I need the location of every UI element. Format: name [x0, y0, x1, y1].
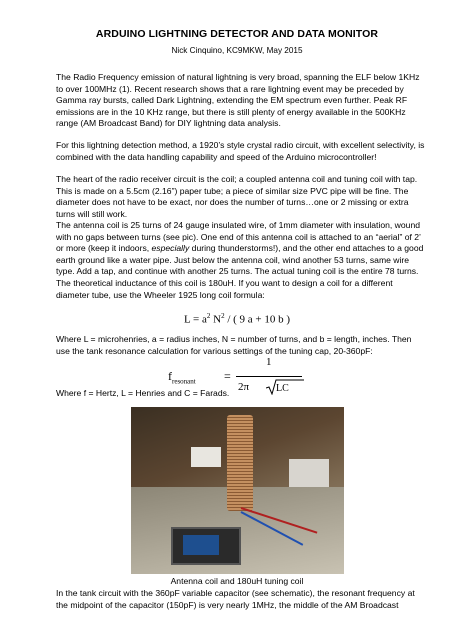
fraction-bar — [236, 376, 302, 377]
photo-arduino-board — [183, 535, 219, 555]
formula-mid: N — [210, 313, 222, 326]
formula-lhs: L = a — [183, 313, 207, 326]
formula-numerator: 1 — [266, 356, 272, 368]
formula-exp-a: 2 — [206, 312, 211, 320]
paragraph-coil: The heart of the radio receiver circuit is the coil; a coupled antenna coil and tuning coil with tap. This is made on a 5.5cm (2.16”) paper tube; a piece of similar size PVC pipe will be fine. The diameter does not have to be exact, nor does the number of turns…one or 2 missing or extra turns will still work. — [56, 174, 418, 219]
formula-rhs: / ( 9 a + 10 b ) — [224, 313, 291, 326]
emphasis-text: especially — [151, 243, 190, 254]
formula-f-subscript: resonant — [172, 377, 196, 386]
paragraph-antenna-coil-part1: The antenna coil is 25 turns of 24 gauge insulated wire, of 1mm diameter with insulation, wound with no gaps between turns (see pic). One end of this antenna coil is attached to an “aerial” of 2’ or more (keep it indoors, — [56, 220, 421, 254]
paragraph-tank-circuit: In the tank circuit with the 360pF variable capacitor (see schematic), the resonant frequency at the midpoint of the capacitor (150pF) is very nearly 1MHz, the middle of the AM Broadcast — [56, 588, 415, 610]
paragraph-units: Where f = Hertz, L = Henries and C = Farads. — [56, 388, 230, 398]
paragraph-detection-method: For this lightning detection method, a 1920’s style crystal radio circuit, with excellent selectivity, is combined with the data handling capability and speed of the Arduino microcontroller! — [56, 140, 425, 162]
formula-denominator: 2π — [238, 381, 250, 393]
photo-coil — [227, 415, 253, 511]
formula-exp-n: 2 — [221, 312, 225, 320]
formula-f-symbol — [168, 369, 196, 385]
paragraph-antenna-coil — [56, 220, 426, 301]
wheeler-formula — [0, 312, 474, 326]
paragraph-antenna-coil-part2: during thunderstorms!), and the other end attaches to a good earth ground like a water pipe. Just below the antenna coil, wind another 53 turns, same wire type. Add a tap, and continue with another 25 turns. The actual tuning coil is the entire 78 turns. The theoretical inductance of this coil is 180uH. If you want to design a coil for a different diameter tube, use the Wheeler 1925 long coil formula: — [56, 243, 424, 300]
photo-meter — [289, 459, 329, 487]
photo-caption: Antenna coil and 180uH tuning coil — [170, 576, 304, 586]
formula-radicand: LC — [276, 383, 289, 394]
paragraph-formula-legend: Where L = microhenries, a = radius inches, N = number of turns, and b = length, inches. Then use the tank resonance calculation for various settings of the tuning cap, 20-360pF: — [56, 334, 412, 356]
paragraph-rf-emission: The Radio Frequency emission of natural lightning is very broad, spanning the ELF below 1KHz to over 100MHz (1). Recent research shows that a rare lightning event may be preceded by Gamma ray bursts, called Dark Lightning, extending the EM spectrum even further. Peak RF emissions are in the 10 KHz range, but there is still plenty of energy available in the 500KHz range (AM Broadcast Band) for DIY lightning data analysis. — [56, 72, 420, 129]
formula-equals: = — [224, 369, 231, 383]
document-title: ARDUINO LIGHTNING DETECTOR AND DATA MONITOR — [95, 28, 379, 40]
author-line: Nick Cinquino, KC9MKW, May 2015 — [171, 46, 303, 55]
photo-instrument-panel — [191, 447, 221, 467]
formula-f: f — [168, 369, 172, 383]
coil-photo — [131, 407, 344, 574]
